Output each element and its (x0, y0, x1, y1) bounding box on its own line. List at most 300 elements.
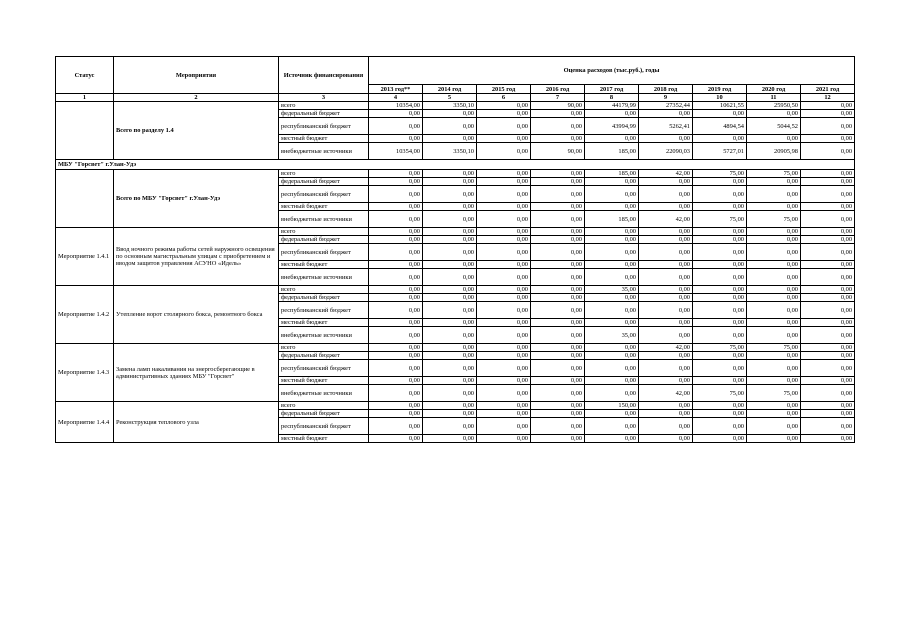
value-cell: 0,00 (693, 360, 747, 377)
value-cell: 0,00 (693, 135, 747, 143)
value-cell: 0,00 (369, 327, 423, 344)
value-cell: 0,00 (693, 435, 747, 443)
value-cell: 0,00 (585, 186, 639, 203)
source-cell: местный бюджет (279, 135, 369, 143)
value-cell: 0,00 (639, 410, 693, 418)
header-row-top (56, 57, 855, 85)
header-year: 2014 год (423, 85, 477, 94)
value-cell: 0,00 (531, 294, 585, 302)
event-cell: Всего по разделу 1.4 (114, 102, 279, 160)
value-cell: 0,00 (693, 377, 747, 385)
value-cell: 0,00 (585, 360, 639, 377)
value-cell: 0,00 (477, 170, 531, 178)
value-cell: 0,00 (369, 286, 423, 294)
source-cell: федеральный бюджет (279, 410, 369, 418)
value-cell: 90,00 (531, 102, 585, 110)
source-cell: всего (279, 344, 369, 352)
value-cell: 0,00 (423, 170, 477, 178)
header-year: 2017 год (585, 85, 639, 94)
value-cell: 75,00 (693, 211, 747, 228)
header-index-row (56, 94, 855, 102)
source-cell: всего (279, 402, 369, 410)
value-cell: 0,00 (477, 269, 531, 286)
value-cell: 0,00 (639, 236, 693, 244)
value-cell: 75,00 (747, 211, 801, 228)
header-status: Статус (56, 57, 114, 94)
value-cell: 90,00 (531, 143, 585, 160)
value-cell: 0,00 (531, 302, 585, 319)
value-cell: 75,00 (747, 344, 801, 352)
value-cell: 0,00 (477, 186, 531, 203)
value-cell: 0,00 (585, 418, 639, 435)
value-cell: 0,00 (369, 294, 423, 302)
value-cell: 0,00 (369, 435, 423, 443)
value-cell: 0,00 (477, 244, 531, 261)
value-cell: 0,00 (585, 377, 639, 385)
value-cell: 35,00 (585, 286, 639, 294)
header-event: Мероприятия (114, 57, 279, 94)
value-cell: 0,00 (531, 410, 585, 418)
event-cell: Утепление ворот столярного бокса, ремонтного бокса (114, 286, 279, 344)
value-cell: 0,00 (423, 360, 477, 377)
value-cell: 75,00 (747, 385, 801, 402)
value-cell: 43994,99 (585, 118, 639, 135)
event-cell: Реконструкция теплового узла (114, 402, 279, 443)
value-cell: 0,00 (423, 110, 477, 118)
value-cell: 0,00 (693, 286, 747, 294)
value-cell: 0,00 (369, 302, 423, 319)
value-cell: 0,00 (477, 327, 531, 344)
value-cell: 0,00 (531, 327, 585, 344)
value-cell: 0,00 (801, 236, 855, 244)
header-year: 2020 год (747, 85, 801, 94)
value-cell: 0,00 (585, 435, 639, 443)
value-cell: 0,00 (801, 286, 855, 294)
value-cell: 0,00 (423, 186, 477, 203)
value-cell: 0,00 (369, 211, 423, 228)
source-cell: федеральный бюджет (279, 110, 369, 118)
value-cell: 0,00 (477, 236, 531, 244)
value-cell: 0,00 (531, 377, 585, 385)
value-cell: 0,00 (639, 360, 693, 377)
value-cell: 0,00 (693, 302, 747, 319)
value-cell: 0,00 (693, 203, 747, 211)
value-cell: 0,00 (801, 261, 855, 269)
value-cell: 0,00 (477, 211, 531, 228)
value-cell: 0,00 (585, 302, 639, 319)
value-cell: 0,00 (639, 186, 693, 203)
table-row (56, 402, 855, 410)
value-cell: 0,00 (423, 344, 477, 352)
value-cell: 0,00 (423, 352, 477, 360)
value-cell: 0,00 (747, 302, 801, 319)
value-cell: 0,00 (639, 377, 693, 385)
value-cell: 4894,54 (693, 118, 747, 135)
header-year: 2016 год (531, 85, 585, 94)
value-cell: 0,00 (369, 418, 423, 435)
value-cell: 0,00 (747, 294, 801, 302)
column-index: 6 (477, 94, 531, 102)
source-cell: местный бюджет (279, 261, 369, 269)
value-cell: 0,00 (747, 135, 801, 143)
table-row (56, 228, 855, 236)
value-cell: 0,00 (531, 352, 585, 360)
value-cell: 0,00 (369, 244, 423, 261)
value-cell: 75,00 (693, 170, 747, 178)
value-cell: 0,00 (477, 410, 531, 418)
value-cell: 0,00 (747, 261, 801, 269)
value-cell: 0,00 (423, 261, 477, 269)
value-cell: 0,00 (531, 435, 585, 443)
value-cell: 0,00 (423, 418, 477, 435)
value-cell: 0,00 (585, 344, 639, 352)
value-cell: 0,00 (639, 402, 693, 410)
source-cell: республиканский бюджет (279, 244, 369, 261)
value-cell: 0,00 (801, 402, 855, 410)
source-cell: республиканский бюджет (279, 418, 369, 435)
value-cell: 44179,99 (585, 102, 639, 110)
value-cell: 75,00 (693, 344, 747, 352)
value-cell: 185,00 (585, 170, 639, 178)
value-cell: 0,00 (477, 302, 531, 319)
value-cell: 0,00 (693, 294, 747, 302)
value-cell: 0,00 (747, 435, 801, 443)
value-cell: 0,00 (585, 410, 639, 418)
section-title: МБУ "Горсвет" г.Улан-Удэ (56, 160, 855, 170)
value-cell: 0,00 (477, 377, 531, 385)
value-cell: 0,00 (531, 236, 585, 244)
column-index: 8 (585, 94, 639, 102)
value-cell: 5044,52 (747, 118, 801, 135)
value-cell: 0,00 (801, 228, 855, 236)
header-year: 2019 год (693, 85, 747, 94)
value-cell: 0,00 (801, 211, 855, 228)
value-cell: 0,00 (801, 135, 855, 143)
source-cell: внебюджетные источники (279, 143, 369, 160)
value-cell: 0,00 (747, 286, 801, 294)
value-cell: 0,00 (423, 327, 477, 344)
value-cell: 0,00 (747, 110, 801, 118)
value-cell: 0,00 (369, 377, 423, 385)
value-cell: 0,00 (531, 244, 585, 261)
column-index: 10 (693, 94, 747, 102)
value-cell: 0,00 (639, 110, 693, 118)
value-cell: 42,00 (639, 385, 693, 402)
value-cell: 0,00 (801, 344, 855, 352)
value-cell: 0,00 (531, 135, 585, 143)
source-cell: всего (279, 228, 369, 236)
value-cell: 150,00 (585, 402, 639, 410)
value-cell: 0,00 (423, 178, 477, 186)
source-cell: местный бюджет (279, 319, 369, 327)
value-cell: 0,00 (531, 269, 585, 286)
header-year: 2015 год (477, 85, 531, 94)
source-cell: республиканский бюджет (279, 360, 369, 377)
value-cell: 0,00 (423, 236, 477, 244)
source-cell: внебюджетные источники (279, 269, 369, 286)
value-cell: 0,00 (747, 418, 801, 435)
value-cell: 0,00 (369, 236, 423, 244)
value-cell: 0,00 (477, 203, 531, 211)
value-cell: 0,00 (477, 110, 531, 118)
value-cell: 0,00 (801, 110, 855, 118)
event-cell: Ввод ночного режима работы сетей наружного освещения по основным магистральным улицам с приобретением и вводом защитов управления АСУНО «Идель» (114, 228, 279, 286)
value-cell: 0,00 (801, 418, 855, 435)
value-cell: 0,00 (369, 135, 423, 143)
value-cell: 0,00 (477, 118, 531, 135)
value-cell: 0,00 (693, 110, 747, 118)
value-cell: 0,00 (693, 327, 747, 344)
value-cell: 0,00 (801, 203, 855, 211)
value-cell: 0,00 (801, 319, 855, 327)
value-cell: 0,00 (747, 178, 801, 186)
value-cell: 0,00 (747, 319, 801, 327)
value-cell: 0,00 (747, 236, 801, 244)
value-cell: 0,00 (369, 170, 423, 178)
value-cell: 0,00 (477, 178, 531, 186)
value-cell: 0,00 (369, 319, 423, 327)
column-index: 1 (56, 94, 114, 102)
value-cell: 0,00 (423, 402, 477, 410)
value-cell: 0,00 (693, 244, 747, 261)
value-cell: 0,00 (801, 377, 855, 385)
value-cell: 0,00 (369, 203, 423, 211)
value-cell: 0,00 (747, 327, 801, 344)
value-cell: 0,00 (801, 327, 855, 344)
value-cell: 0,00 (369, 360, 423, 377)
source-cell: республиканский бюджет (279, 302, 369, 319)
value-cell: 0,00 (801, 244, 855, 261)
source-cell: местный бюджет (279, 203, 369, 211)
value-cell: 75,00 (693, 385, 747, 402)
source-cell: всего (279, 286, 369, 294)
header-year: 2021 год (801, 85, 855, 94)
value-cell: 10621,55 (693, 102, 747, 110)
value-cell: 0,00 (423, 294, 477, 302)
value-cell: 0,00 (477, 135, 531, 143)
value-cell: 0,00 (747, 203, 801, 211)
value-cell: 0,00 (531, 211, 585, 228)
value-cell: 35,00 (585, 327, 639, 344)
source-cell: федеральный бюджет (279, 236, 369, 244)
header-estimate: Оценка расходов (тыс.руб.), годы (369, 57, 855, 85)
value-cell: 0,00 (801, 385, 855, 402)
value-cell: 0,00 (801, 143, 855, 160)
value-cell: 42,00 (639, 211, 693, 228)
value-cell: 5262,41 (639, 118, 693, 135)
value-cell: 0,00 (639, 302, 693, 319)
value-cell: 0,00 (585, 352, 639, 360)
value-cell: 0,00 (585, 385, 639, 402)
value-cell: 0,00 (747, 410, 801, 418)
value-cell: 0,00 (639, 269, 693, 286)
value-cell: 0,00 (585, 294, 639, 302)
value-cell: 0,00 (693, 352, 747, 360)
value-cell: 22090,03 (639, 143, 693, 160)
value-cell: 0,00 (531, 203, 585, 211)
value-cell: 0,00 (369, 344, 423, 352)
value-cell: 0,00 (585, 261, 639, 269)
status-cell: Мероприятие 1.4.1 (56, 228, 114, 286)
value-cell: 0,00 (369, 228, 423, 236)
header-source: Источник финансирования (279, 57, 369, 94)
value-cell: 0,00 (693, 269, 747, 286)
value-cell: 0,00 (747, 186, 801, 203)
value-cell: 0,00 (585, 228, 639, 236)
value-cell: 0,00 (639, 228, 693, 236)
value-cell: 0,00 (477, 402, 531, 410)
header-year: 2018 год (639, 85, 693, 94)
value-cell: 0,00 (531, 178, 585, 186)
value-cell: 0,00 (531, 170, 585, 178)
source-cell: федеральный бюджет (279, 352, 369, 360)
value-cell: 0,00 (369, 110, 423, 118)
status-cell: Мероприятие 1.4.4 (56, 402, 114, 443)
value-cell: 0,00 (369, 352, 423, 360)
source-cell: местный бюджет (279, 377, 369, 385)
value-cell: 0,00 (369, 410, 423, 418)
value-cell: 0,00 (801, 118, 855, 135)
value-cell: 0,00 (801, 294, 855, 302)
value-cell: 0,00 (423, 302, 477, 319)
value-cell: 0,00 (693, 186, 747, 203)
table-row (56, 344, 855, 352)
value-cell: 0,00 (423, 435, 477, 443)
value-cell: 0,00 (801, 435, 855, 443)
value-cell: 0,00 (801, 352, 855, 360)
value-cell: 0,00 (693, 418, 747, 435)
value-cell: 0,00 (747, 402, 801, 410)
value-cell: 0,00 (477, 418, 531, 435)
value-cell: 0,00 (477, 261, 531, 269)
value-cell: 0,00 (639, 135, 693, 143)
value-cell: 0,00 (693, 236, 747, 244)
value-cell: 185,00 (585, 211, 639, 228)
value-cell: 0,00 (801, 186, 855, 203)
value-cell: 0,00 (369, 269, 423, 286)
value-cell: 0,00 (423, 286, 477, 294)
value-cell: 42,00 (639, 170, 693, 178)
source-cell: республиканский бюджет (279, 118, 369, 135)
value-cell: 0,00 (585, 135, 639, 143)
value-cell: 75,00 (747, 170, 801, 178)
expense-table-sheet (55, 56, 853, 443)
value-cell: 0,00 (477, 143, 531, 160)
value-cell: 0,00 (477, 385, 531, 402)
value-cell: 20905,98 (747, 143, 801, 160)
value-cell: 0,00 (531, 286, 585, 294)
value-cell: 3350,10 (423, 143, 477, 160)
value-cell: 0,00 (639, 286, 693, 294)
value-cell: 0,00 (639, 178, 693, 186)
value-cell: 0,00 (477, 344, 531, 352)
value-cell: 10354,00 (369, 102, 423, 110)
value-cell: 0,00 (369, 261, 423, 269)
event-cell: Всего по МБУ "Горсвет" г.Улан-Удэ (114, 170, 279, 228)
value-cell: 0,00 (585, 319, 639, 327)
value-cell: 0,00 (477, 102, 531, 110)
source-cell: внебюджетные источники (279, 327, 369, 344)
status-cell (56, 170, 114, 228)
value-cell: 0,00 (423, 410, 477, 418)
table-row (56, 170, 855, 178)
value-cell: 0,00 (639, 352, 693, 360)
value-cell: 0,00 (477, 435, 531, 443)
value-cell: 0,00 (801, 102, 855, 110)
source-cell: внебюджетные источники (279, 211, 369, 228)
value-cell: 0,00 (369, 402, 423, 410)
value-cell: 0,00 (531, 402, 585, 410)
value-cell: 0,00 (477, 319, 531, 327)
table-row (56, 102, 855, 110)
value-cell: 0,00 (531, 360, 585, 377)
value-cell: 0,00 (801, 178, 855, 186)
value-cell: 0,00 (531, 344, 585, 352)
value-cell: 0,00 (531, 418, 585, 435)
value-cell: 0,00 (477, 228, 531, 236)
value-cell: 0,00 (423, 118, 477, 135)
value-cell: 0,00 (747, 269, 801, 286)
value-cell: 0,00 (423, 203, 477, 211)
value-cell: 0,00 (585, 203, 639, 211)
value-cell: 0,00 (747, 244, 801, 261)
value-cell: 0,00 (585, 178, 639, 186)
value-cell: 25950,50 (747, 102, 801, 110)
value-cell: 0,00 (423, 135, 477, 143)
value-cell: 0,00 (693, 261, 747, 269)
value-cell: 0,00 (585, 269, 639, 286)
value-cell: 0,00 (639, 319, 693, 327)
value-cell: 0,00 (531, 118, 585, 135)
status-cell: Мероприятие 1.4.2 (56, 286, 114, 344)
value-cell: 0,00 (639, 435, 693, 443)
section-title-row (56, 160, 855, 170)
value-cell: 27352,44 (639, 102, 693, 110)
source-cell: всего (279, 170, 369, 178)
value-cell: 0,00 (801, 302, 855, 319)
column-index: 4 (369, 94, 423, 102)
header-year: 2013 год** (369, 85, 423, 94)
column-index: 7 (531, 94, 585, 102)
value-cell: 0,00 (423, 228, 477, 236)
event-cell: Замена ламп накаливания на энергосберегающие в административных зданиях МБУ "Горсвет" (114, 344, 279, 402)
value-cell: 0,00 (423, 385, 477, 402)
value-cell: 0,00 (423, 319, 477, 327)
value-cell: 0,00 (639, 418, 693, 435)
status-cell (56, 102, 114, 160)
value-cell: 0,00 (477, 294, 531, 302)
value-cell: 0,00 (639, 294, 693, 302)
column-index: 9 (639, 94, 693, 102)
column-index: 3 (279, 94, 369, 102)
value-cell: 0,00 (747, 352, 801, 360)
value-cell: 0,00 (585, 244, 639, 261)
value-cell: 0,00 (639, 244, 693, 261)
value-cell: 0,00 (531, 261, 585, 269)
value-cell: 0,00 (531, 110, 585, 118)
value-cell: 0,00 (423, 269, 477, 286)
value-cell: 0,00 (639, 261, 693, 269)
value-cell: 0,00 (531, 319, 585, 327)
value-cell: 3350,10 (423, 102, 477, 110)
column-index: 5 (423, 94, 477, 102)
source-cell: республиканский бюджет (279, 186, 369, 203)
value-cell: 0,00 (585, 110, 639, 118)
source-cell: всего (279, 102, 369, 110)
value-cell: 185,00 (585, 143, 639, 160)
value-cell: 0,00 (747, 228, 801, 236)
value-cell: 0,00 (369, 118, 423, 135)
